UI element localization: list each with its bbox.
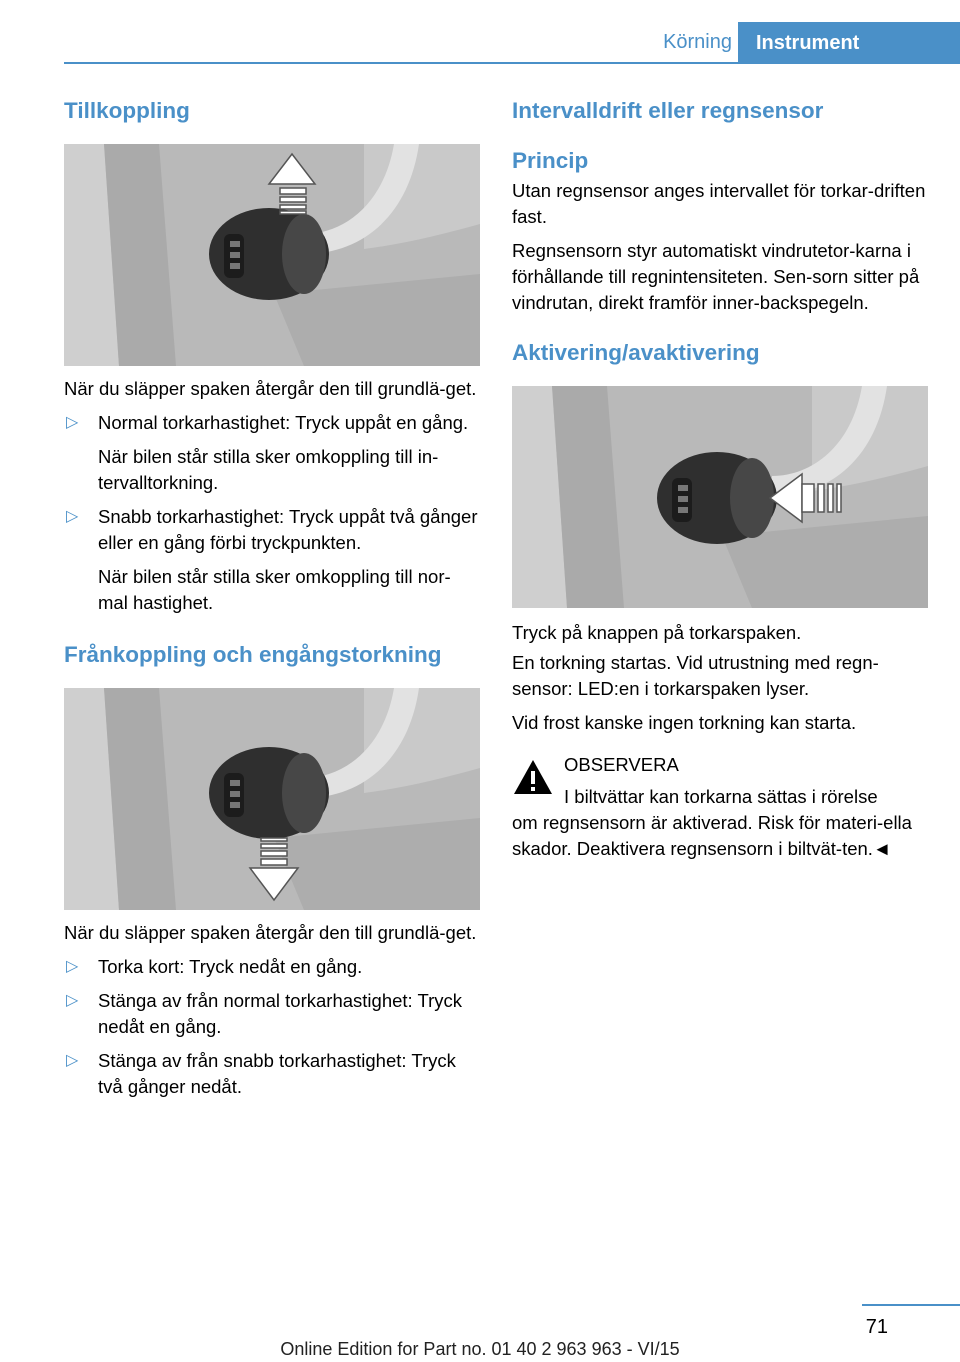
- list-item-text: Stänga av från normal torkarhastighet: Tryck nedåt en gång.: [98, 990, 463, 1037]
- lever-knob: [209, 747, 329, 839]
- speed-list: [64, 410, 480, 616]
- paragraph-release-2: När du släpper spaken återgår den till grundlä-get.: [64, 922, 477, 943]
- warning-triangle-icon: [512, 758, 554, 796]
- warning-text-first-line: I biltvättar kan torkarna sättas i rörelse: [564, 786, 878, 807]
- list-item-text: Normal torkarhastighet: Tryck uppåt en gång.: [98, 412, 469, 433]
- right-column: [512, 96, 928, 862]
- lever-knob: [209, 208, 329, 300]
- paragraph-frost: Vid frost kanske ingen torkning kan starta.: [512, 712, 857, 733]
- list-item-note: När bilen står stilla sker omkoppling till in-tervalltorkning.: [98, 446, 439, 493]
- list-item-note: När bilen står stilla sker omkoppling till nor-mal hastighet.: [98, 566, 451, 613]
- section-title-tillkoppling: Tillkoppling: [64, 98, 190, 123]
- wiper-lever-down-figure: [64, 688, 480, 910]
- list-item: [64, 410, 480, 496]
- header-chapter-tab: Instrument: [738, 22, 960, 62]
- off-list: [64, 954, 480, 1100]
- subsection-title-aktivering: Aktivering/avaktivering: [512, 340, 760, 365]
- footer-rule: [862, 1304, 960, 1306]
- paragraph-princip-2: Regnsensorn styr automatiskt vindrutetor-karna i förhållande till regnintensiteten. Sen-sorn sitter på vindrutan, direkt framför inner-backspegeln.: [512, 240, 920, 313]
- paragraph-princip-1: Utan regnsensor anges intervallet för torkar-driften fast.: [512, 180, 926, 227]
- edition-footer: Online Edition for Part no. 01 40 2 963 963 - VI/15: [280, 1339, 680, 1359]
- left-column: [64, 96, 480, 1100]
- list-item: [64, 504, 480, 616]
- subsection-title-princip: Princip: [512, 148, 589, 173]
- paragraph-release-1: När du släpper spaken återgår den till grundlä-get.: [64, 378, 477, 399]
- lever-knob: [657, 452, 777, 544]
- list-item: [64, 1048, 480, 1100]
- triangle-bullet-icon: ▷: [66, 414, 79, 431]
- page-number: 71: [865, 1316, 888, 1338]
- list-item: [64, 988, 480, 1040]
- warning-text: om regnsensorn är aktiverad. Risk för materi-ella skador. Deaktivera regnsensorn i biltvät-ten.◄: [512, 812, 912, 859]
- list-item-text: Snabb torkarhastighet: Tryck uppåt två gånger eller en gång förbi tryckpunkten.: [98, 506, 478, 553]
- paragraph-press-button: Tryck på knappen på torkarspaken.: [512, 622, 802, 643]
- paragraph-wipe-starts: En torkning startas. Vid utrustning med regn-sensor: LED:en i torkarspaken lyser.: [512, 652, 879, 699]
- list-item-text: Stänga av från snabb torkarhastighet: Tryck två gånger nedåt.: [98, 1050, 456, 1097]
- warning-box: [512, 752, 928, 862]
- triangle-bullet-icon: ▷: [66, 992, 79, 1009]
- section-title-intervalldrift: Intervalldrift eller regnsensor: [512, 98, 824, 123]
- triangle-bullet-icon: ▷: [66, 508, 79, 525]
- wiper-lever-press-figure: [512, 386, 928, 608]
- triangle-bullet-icon: ▷: [66, 958, 79, 975]
- header-rule: [64, 62, 960, 64]
- warning-title: OBSERVERA: [564, 754, 679, 775]
- list-item: [64, 954, 480, 980]
- section-title-frankoppling: Frånkoppling och engångstorkning: [64, 642, 442, 667]
- wiper-lever-up-figure: [64, 144, 480, 366]
- triangle-bullet-icon: ▷: [66, 1052, 79, 1069]
- header-section-tab: Körning: [663, 31, 732, 53]
- list-item-text: Torka kort: Tryck nedåt en gång.: [98, 956, 363, 977]
